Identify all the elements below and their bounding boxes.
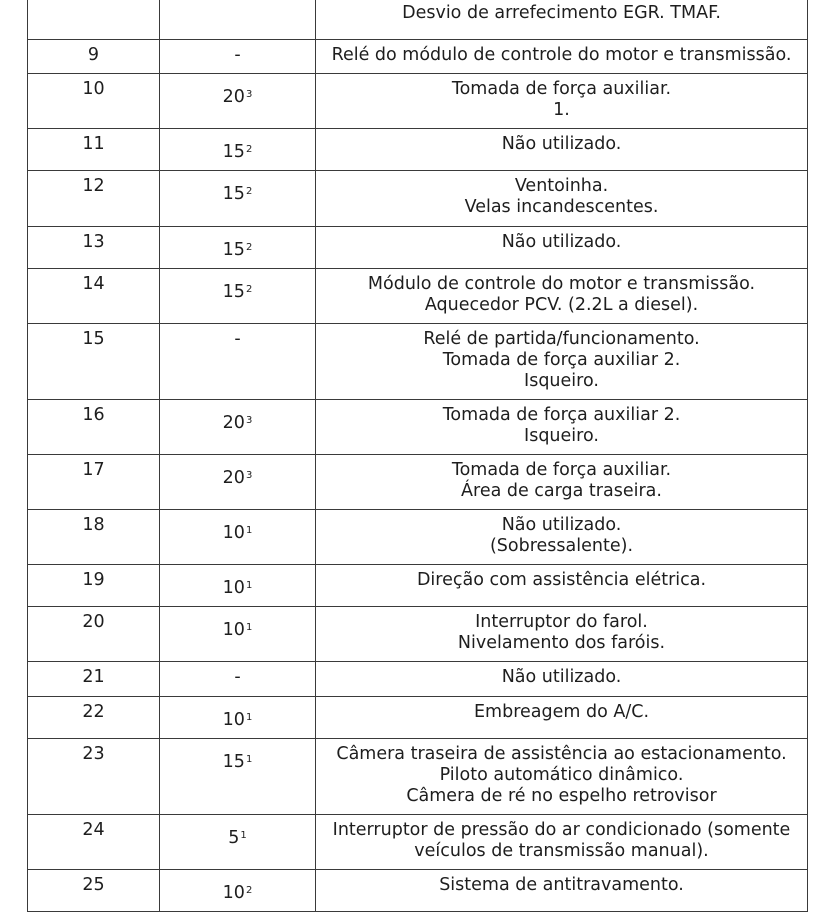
fuse-rating-cell xyxy=(160,324,316,400)
fuse-rating-cell xyxy=(160,510,316,565)
fuse-number-cell: 19 xyxy=(28,565,160,607)
circuit-description-cell xyxy=(316,607,808,662)
fuse-rating-value: - xyxy=(234,667,241,687)
fuse-rating-value: 15 xyxy=(222,184,245,204)
fuse-number-cell: 16 xyxy=(28,400,160,455)
circuit-description-line: Embreagem do A/C. xyxy=(473,702,650,722)
circuit-description-line: Tomada de força auxiliar 2. xyxy=(442,405,681,425)
circuit-description-line: Interruptor do farol. xyxy=(475,612,648,632)
circuit-description-line: Tomada de força auxiliar. xyxy=(451,79,672,99)
fuse-number-cell: 20 xyxy=(28,607,160,662)
fuse-rating-cell xyxy=(160,565,316,607)
circuit-description-line: Relé de partida/funcionamento. xyxy=(423,329,700,349)
fuse-number-cell: 12 xyxy=(28,171,160,227)
fuse-rating-cell xyxy=(160,697,316,739)
circuit-description-line: Área de carga traseira. xyxy=(461,481,662,501)
fuse-rating-value: 10 xyxy=(222,523,245,543)
table-row xyxy=(28,815,808,870)
circuit-description-cell xyxy=(316,324,808,400)
fuse-rating-footnote: 2 xyxy=(245,885,253,896)
fuse-rating-value: 20 xyxy=(222,413,245,433)
circuit-description-line: Ventoinha. xyxy=(514,176,609,196)
fuse-rating-value: 20 xyxy=(222,468,245,488)
circuit-description-line: 1. xyxy=(553,100,570,120)
circuit-description-line: Desvio de arrefecimento EGR. TMAF. xyxy=(402,3,721,23)
circuit-description-line: Nivelamento dos faróis. xyxy=(457,633,666,653)
fuse-rating-cell xyxy=(160,400,316,455)
fuse-number-cell: 25 xyxy=(28,870,160,912)
fuse-rating-cell xyxy=(160,40,316,74)
fuse-rating-cell xyxy=(160,227,316,269)
fuse-rating-value: 15 xyxy=(222,142,245,162)
fuse-number-cell xyxy=(28,0,160,40)
table-row xyxy=(28,400,808,455)
fuse-rating-footnote: 3 xyxy=(245,89,253,100)
circuit-description-line: Aquecedor PCV. (2.2L a diesel). xyxy=(424,295,699,315)
fuse-rating-cell xyxy=(160,455,316,510)
circuit-description-line: Interruptor de pressão do ar condicionado (somente xyxy=(332,820,791,840)
circuit-description-line: (Sobressalente). xyxy=(489,536,634,556)
circuit-description-line: veículos de transmissão manual). xyxy=(414,841,709,861)
circuit-description-line: Módulo de controle do motor e transmissão. xyxy=(367,274,756,294)
fuse-number-cell: 13 xyxy=(28,227,160,269)
table-row xyxy=(28,74,808,129)
fuse-rating-footnote: 3 xyxy=(245,470,253,481)
fuse-rating-cell xyxy=(160,0,316,40)
circuit-description-line: Não utilizado. xyxy=(501,232,622,252)
fuse-table xyxy=(27,0,808,912)
fuse-number-cell: 14 xyxy=(28,269,160,324)
fuse-rating-value: 10 xyxy=(222,578,245,598)
table-row xyxy=(28,129,808,171)
table-row xyxy=(28,171,808,227)
circuit-description-line: Não utilizado. xyxy=(501,134,622,154)
fuse-rating-value: 15 xyxy=(222,752,245,772)
fuse-rating-value: 10 xyxy=(222,883,245,903)
table-row xyxy=(28,269,808,324)
circuit-description-cell xyxy=(316,870,808,912)
fuse-rating-footnote: 1 xyxy=(245,754,253,765)
fuse-number-cell: 15 xyxy=(28,324,160,400)
circuit-description-cell xyxy=(316,662,808,697)
fuse-rating-cell xyxy=(160,815,316,870)
circuit-description-cell xyxy=(316,74,808,129)
fuse-number-cell: 9 xyxy=(28,40,160,74)
table-row xyxy=(28,607,808,662)
circuit-description-cell xyxy=(316,697,808,739)
circuit-description-line: Tomada de força auxiliar. xyxy=(451,460,672,480)
fuse-rating-footnote: 2 xyxy=(245,242,253,253)
fuse-rating-cell xyxy=(160,662,316,697)
table-row xyxy=(28,0,808,40)
fuse-rating-footnote: 2 xyxy=(245,144,253,155)
circuit-description-line: Não utilizado. xyxy=(501,515,622,535)
fuse-number-cell: 24 xyxy=(28,815,160,870)
fuse-rating-footnote: 1 xyxy=(240,830,247,841)
fuse-number-cell: 18 xyxy=(28,510,160,565)
fuse-rating-cell xyxy=(160,739,316,815)
fuse-rating-value: 10 xyxy=(222,620,245,640)
circuit-description-line: Sistema de antitravamento. xyxy=(439,875,684,895)
table-row xyxy=(28,324,808,400)
fuse-rating-footnote: 2 xyxy=(245,186,253,197)
circuit-description-cell xyxy=(316,227,808,269)
circuit-description-cell xyxy=(316,269,808,324)
circuit-description-line: Câmera de ré no espelho retrovisor xyxy=(406,786,717,806)
circuit-description-line: Isqueiro. xyxy=(524,371,599,391)
circuit-description-cell xyxy=(316,565,808,607)
fuse-rating-value: 5 xyxy=(228,828,240,848)
fuse-rating-footnote: 3 xyxy=(245,415,253,426)
table-row xyxy=(28,662,808,697)
fuse-rating-value: 20 xyxy=(222,87,245,107)
circuit-description-line: Isqueiro. xyxy=(524,426,599,446)
circuit-description-line: Direção com assistência elétrica. xyxy=(416,570,707,590)
fuse-number-cell: 11 xyxy=(28,129,160,171)
fuse-number-cell: 10 xyxy=(28,74,160,129)
fuse-rating-footnote: 2 xyxy=(245,284,253,295)
circuit-description-cell xyxy=(316,40,808,74)
fuse-rating-cell xyxy=(160,171,316,227)
fuse-rating-footnote: 1 xyxy=(245,622,253,633)
circuit-description-cell xyxy=(316,510,808,565)
circuit-description-line: Relé do módulo de controle do motor e transmissão. xyxy=(331,45,792,65)
fuse-table-body xyxy=(28,0,808,912)
fuse-rating-cell xyxy=(160,269,316,324)
fuse-rating-footnote: 1 xyxy=(245,580,253,591)
fuse-number-cell: 23 xyxy=(28,739,160,815)
table-row xyxy=(28,510,808,565)
fuse-rating-value: 10 xyxy=(222,710,245,730)
circuit-description-line: Não utilizado. xyxy=(501,667,622,687)
circuit-description-line: Piloto automático dinâmico. xyxy=(439,765,684,785)
circuit-description-cell xyxy=(316,815,808,870)
fuse-number-cell: 21 xyxy=(28,662,160,697)
table-row xyxy=(28,40,808,74)
table-row xyxy=(28,455,808,510)
fuse-rating-value: - xyxy=(234,45,241,65)
circuit-description-cell xyxy=(316,129,808,171)
fuse-number-cell: 22 xyxy=(28,697,160,739)
circuit-description-cell xyxy=(316,400,808,455)
fuse-rating-footnote: 1 xyxy=(245,525,253,536)
fuse-rating-cell xyxy=(160,870,316,912)
fuse-rating-value: - xyxy=(234,329,241,349)
table-row xyxy=(28,870,808,912)
fuse-rating-cell xyxy=(160,129,316,171)
table-row xyxy=(28,739,808,815)
circuit-description-line: Tomada de força auxiliar 2. xyxy=(442,350,681,370)
fuse-rating-cell xyxy=(160,74,316,129)
circuit-description-line: Câmera traseira de assistência ao estacionamento. xyxy=(336,744,787,764)
circuit-description-line: Velas incandescentes. xyxy=(464,197,659,217)
circuit-description-cell xyxy=(316,739,808,815)
fuse-rating-value: 15 xyxy=(222,282,245,302)
fuse-number-cell: 17 xyxy=(28,455,160,510)
table-row xyxy=(28,697,808,739)
table-row xyxy=(28,227,808,269)
table-row xyxy=(28,565,808,607)
fuse-rating-footnote: 1 xyxy=(245,712,253,723)
circuit-description-cell xyxy=(316,0,808,40)
fuse-rating-cell xyxy=(160,607,316,662)
circuit-description-cell xyxy=(316,171,808,227)
circuit-description-cell xyxy=(316,455,808,510)
fuse-rating-value: 15 xyxy=(222,240,245,260)
